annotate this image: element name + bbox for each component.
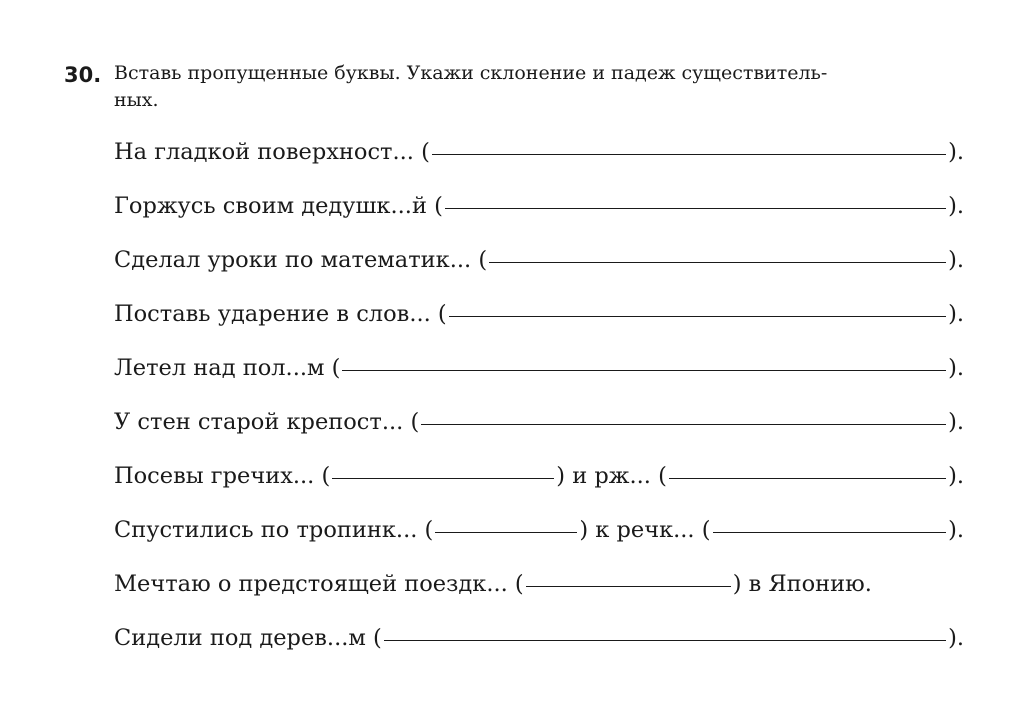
answer-blank[interactable]: [445, 207, 946, 209]
exercise-line-9: [114, 571, 964, 625]
sentence-text: ).: [948, 247, 964, 273]
sentence-text: Спустились по тропинк... (: [114, 517, 434, 543]
exercise-line-10: [114, 625, 964, 679]
sentence-text: ).: [948, 625, 964, 651]
answer-blank[interactable]: [342, 369, 946, 371]
answer-blank[interactable]: [489, 261, 946, 263]
sentence-text: Сделал уроки по математик... (: [114, 247, 488, 273]
exercise-line-8: [114, 517, 964, 571]
answer-blank[interactable]: [332, 477, 554, 479]
sentence-text: Посевы гречих... (: [114, 463, 331, 489]
exercise-line-5: [114, 355, 964, 409]
sentence-text: Горжусь своим дедушк...й (: [114, 193, 443, 219]
exercise-instruction: [114, 60, 964, 114]
sentence-text: ) и рж... (: [556, 463, 667, 489]
answer-blank[interactable]: [713, 531, 947, 533]
answer-blank[interactable]: [435, 531, 577, 533]
exercise-30: [64, 60, 964, 114]
answer-blank[interactable]: [421, 423, 946, 425]
answer-blank[interactable]: [449, 315, 946, 317]
answer-blank[interactable]: [669, 477, 946, 479]
sentence-text: ).: [948, 193, 964, 219]
exercise-number: 30.: [64, 63, 102, 87]
exercise-line-6: [114, 409, 964, 463]
exercise-line-3: [114, 247, 964, 301]
sentence-text: ).: [948, 139, 964, 165]
exercise-lines: [114, 139, 964, 679]
sentence-text: У стен старой крепост... (: [114, 409, 420, 435]
exercise-line-4: [114, 301, 964, 355]
sentence-text: ).: [948, 301, 964, 327]
sentence-text: На гладкой поверхност... (: [114, 139, 430, 165]
sentence-text: ) в Японию.: [732, 571, 872, 597]
sentence-text: Мечтаю о предстоящей поездк... (: [114, 571, 524, 597]
exercise-line-1: [114, 139, 964, 193]
sentence-text: Летел над пол...м (: [114, 355, 341, 381]
answer-blank[interactable]: [384, 639, 946, 641]
sentence-text: ).: [948, 355, 964, 381]
sentence-text: Сидели под дерев...м (: [114, 625, 382, 651]
answer-blank[interactable]: [526, 585, 731, 587]
answer-blank[interactable]: [432, 153, 946, 155]
exercise-line-2: [114, 193, 964, 247]
sentence-text: ).: [948, 409, 964, 435]
exercise-line-7: [114, 463, 964, 517]
sentence-text: ).: [948, 517, 964, 543]
exercise-header: [64, 60, 964, 114]
sentence-text: Поставь ударение в слов... (: [114, 301, 447, 327]
sentence-text: ) к речк... (: [579, 517, 711, 543]
sentence-text: ).: [948, 463, 964, 489]
instruction-line-2: ных.: [114, 89, 159, 111]
instruction-line-1: Вставь пропущенные буквы. Укажи склонение и падеж существитель-: [114, 62, 828, 84]
